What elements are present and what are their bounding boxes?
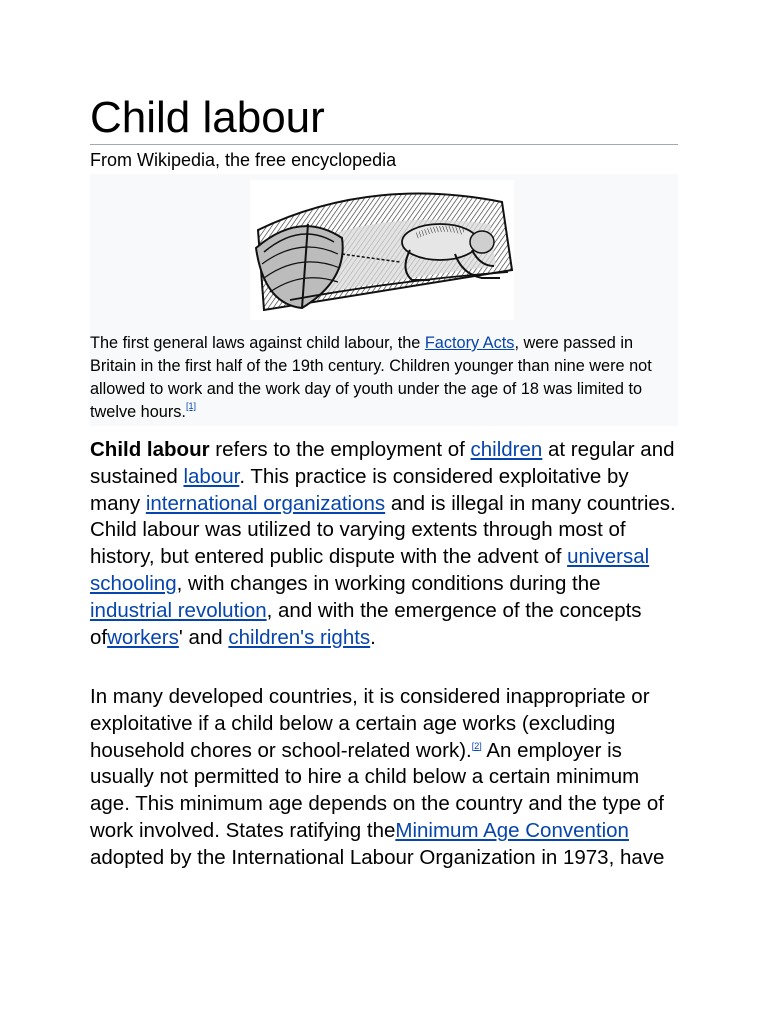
labour-link[interactable]: labour xyxy=(183,464,240,488)
children-link[interactable]: children xyxy=(470,438,543,461)
page-title: Child labour xyxy=(90,93,325,142)
minimum-age-convention-link[interactable]: Minimum Age Convention xyxy=(395,818,629,842)
site-tagline: From Wikipedia, the free encyclopedia xyxy=(90,150,397,170)
title-divider xyxy=(90,144,678,145)
lead-figure xyxy=(90,174,678,426)
international-organizations-link[interactable]: international organizations xyxy=(145,491,386,515)
figure-caption: The first general laws against child labour, the Factory Acts, were passed in Britain in the first half of the 19th century. Children younger than nine were not allowed to work and the work day of youth under the age of 18 was limited to twelve hours.[1] xyxy=(90,334,652,421)
citation-2-link[interactable]: [2] xyxy=(471,740,482,751)
childrens-rights-link[interactable]: children's rights xyxy=(228,625,371,649)
second-paragraph: In many developed countries, it is considered inappropriate or exploitative if a child below a certain age works (excluding household chores or school-related work).[2] An employer is usually not permitted to hire a child below a certain minimum age. This minimum age depends on the country and the type of work involved. States ratifying theMinimum Age Convention adopted by the International Labour Organization in 1973, have xyxy=(90,685,665,869)
industrial-revolution-link[interactable]: industrial revolution xyxy=(90,598,267,622)
child-labour-engraving-image[interactable] xyxy=(250,180,514,320)
bold-term: Child labour xyxy=(90,438,210,461)
factory-acts-link[interactable]: Factory Acts xyxy=(424,334,515,352)
citation-1-link[interactable]: [1] xyxy=(185,401,196,411)
workers-link[interactable]: workers xyxy=(107,625,179,649)
universal-schooling-link[interactable]: universal schooling xyxy=(90,545,650,595)
intro-paragraph: Child labour refers to the employment of children at regular and sustained labour. This practice is considered exploitative by many international organizations and is illegal in many countries. Child labour was utilized to varying extents through most of history, but entered public dispute with the advent of universal schooling, with changes in working conditions during the industrial revolution, and with the emergence of the concepts ofworkers' and children's rights. xyxy=(90,438,676,649)
